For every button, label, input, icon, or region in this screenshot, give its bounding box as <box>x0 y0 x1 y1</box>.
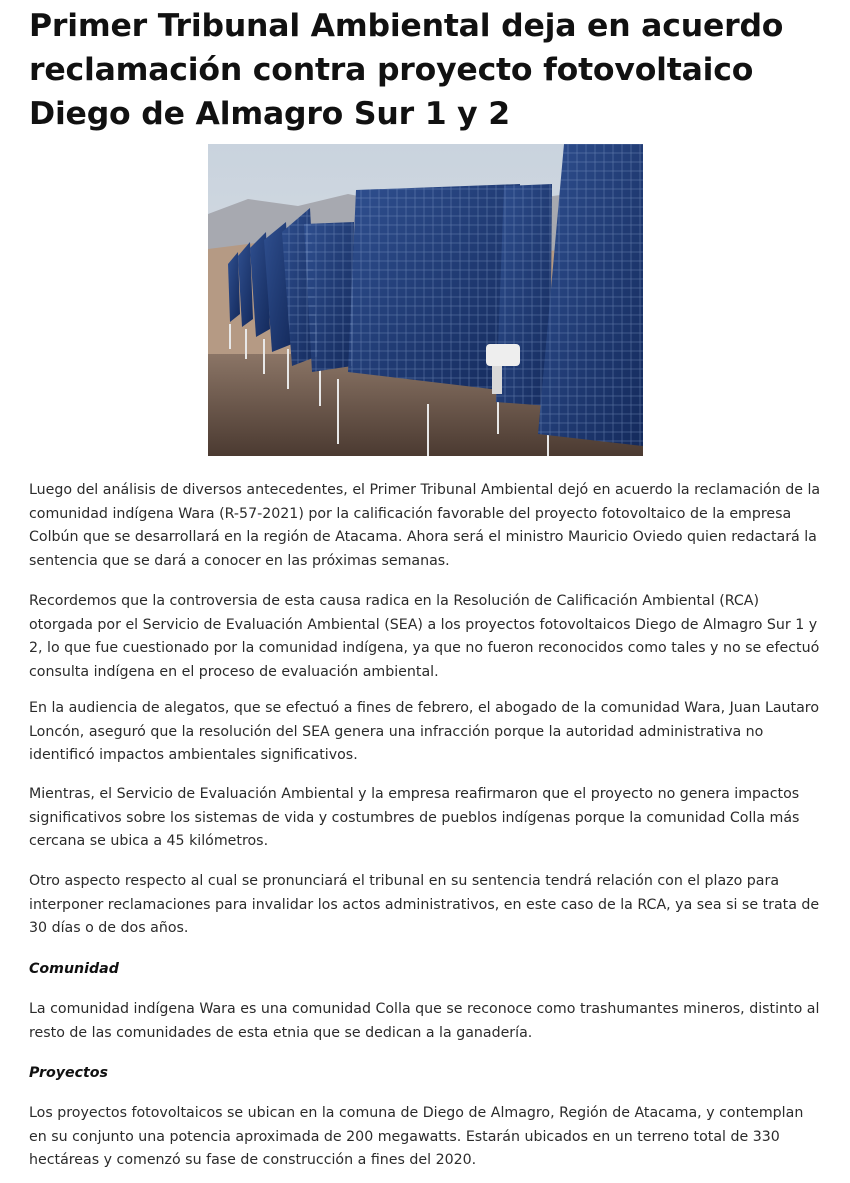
article-paragraph: Recordemos que la controversia de esta causa radica en la Resolución de Calificación Ambiental (RCA) otorgada por el Servicio de Evaluación Ambiental (SEA) a los proyectos fotovoltaicos Diego de Almagro Sur 1 y 2, lo que fue cuestionado por la comunidad indígena, ya que no fueron reconocidos como tales y no se efectuó consulta indígena en el proceso de evaluación ambiental. <box>29 593 820 680</box>
article-paragraph: Otro aspecto respecto al cual se pronunciará el tribunal en su sentencia tendrá relación con el plazo para interponer reclamaciones para invalidar los actos administrativos, en este caso de la RCA, ya sea si se trata de 30 días o de dos años. <box>29 873 820 936</box>
article-paragraph: La comunidad indígena Wara es una comunidad Colla que se reconoce como trashumantes mineros, distinto al resto de las comunidades de esta etnia que se dedican a la ganadería. <box>29 1001 820 1041</box>
article-paragraph: En la audiencia de alegatos, que se efectuó a fines de febrero, el abogado de la comunidad Wara, Juan Lautaro Loncón, aseguró que la resolución del SEA genera una infracción porque la autoridad administrativa no identificó impactos ambientales significativos. <box>29 700 820 763</box>
section-heading-proyectos: Proyectos <box>29 1065 108 1081</box>
solar-panels-photo <box>208 144 643 456</box>
article-paragraph: Luego del análisis de diversos antecedentes, el Primer Tribunal Ambiental dejó en acuerdo la reclamación de la comunidad indígena Wara (R-57-2021) por la calificación favorable del proyecto fotovoltaico de la empresa Colbún que se desarrollará en la región de Atacama. Ahora será el ministro Mauricio Oviedo quien redactará la sentencia que se dará a conocer en las próximas semanas. <box>29 482 821 569</box>
article-title: Primer Tribunal Ambiental deja en acuerdo reclamación contra proyecto fotovoltaico Diego de Almagro Sur 1 y 2 <box>29 8 784 132</box>
section-heading-comunidad: Comunidad <box>29 961 119 977</box>
article-paragraph: Los proyectos fotovoltaicos se ubican en la comuna de Diego de Almagro, Región de Atacama, y contemplan en su conjunto una potencia aproximada de 200 megawatts. Estarán ubicados en un terreno total de 330 hectáreas y comenzó su fase de construcción a fines del 2020. <box>29 1105 804 1168</box>
article-paragraph: Mientras, el Servicio de Evaluación Ambiental y la empresa reafirmaron que el proyecto no genera impactos significativos sobre los sistemas de vida y costumbres de pueblos indígenas porque la comunidad Colla más cercana se ubica a 45 kilómetros. <box>29 786 800 849</box>
